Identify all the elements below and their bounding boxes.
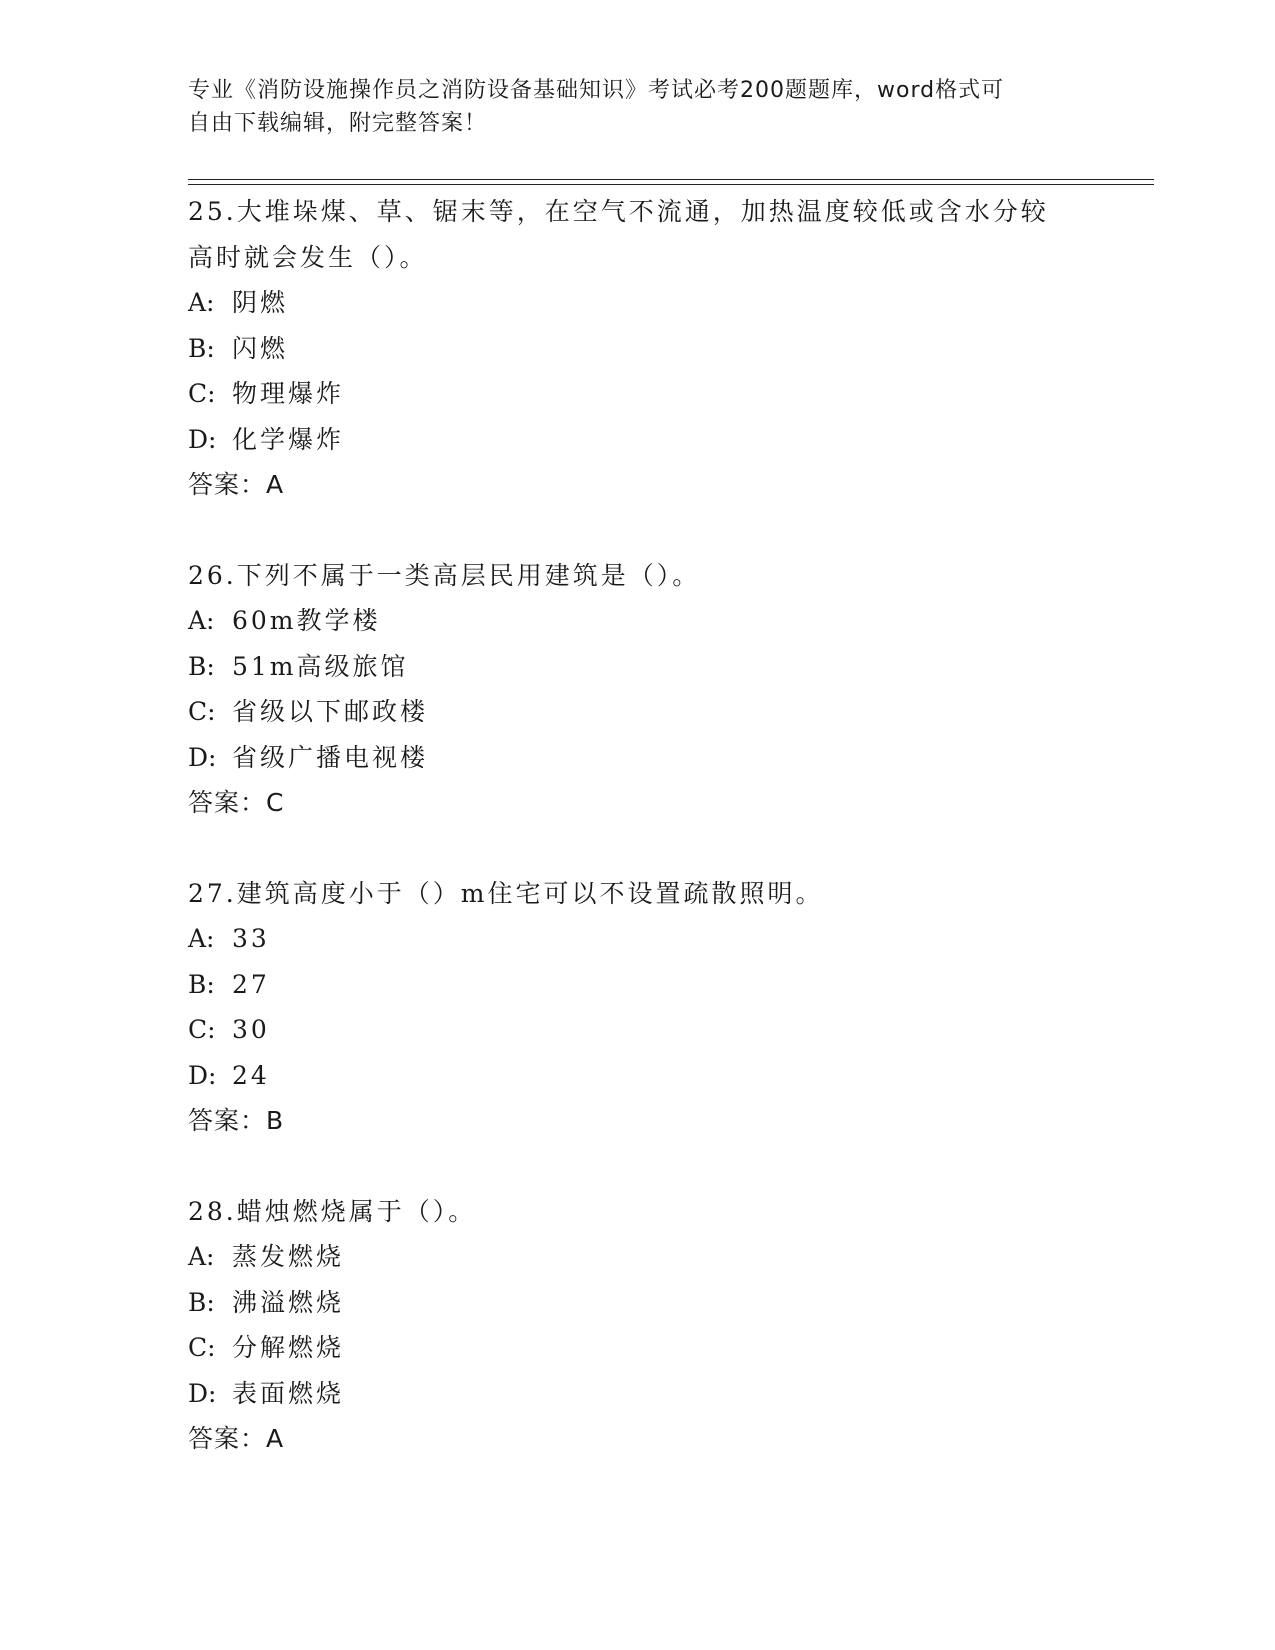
answer-line: 答案：A <box>188 470 285 499</box>
option-text: 蒸发燃烧 <box>232 1242 345 1271</box>
option-a <box>188 280 1088 326</box>
option-a <box>188 916 1088 962</box>
option-text: 60m教学楼 <box>232 606 381 635</box>
question-stem: 25.大堆垛煤、草、锯末等，在空气不流通，加热温度较低或含水分较 <box>188 197 1049 226</box>
option-text: 表面燃烧 <box>232 1378 345 1408</box>
option-text: 化学爆炸 <box>232 424 345 454</box>
question-25 <box>188 189 1088 508</box>
option-d <box>188 735 1088 781</box>
option-text: 阴燃 <box>232 288 289 317</box>
option-text: 24 <box>232 1060 270 1090</box>
option-b <box>188 326 1088 372</box>
option-a <box>188 598 1088 644</box>
header-line-2: 自由下载编辑，附完整答案！ <box>188 111 488 136</box>
option-text: 33 <box>232 924 270 953</box>
option-key: C: <box>188 697 216 726</box>
option-b <box>188 1280 1088 1326</box>
question-27 <box>188 871 1088 1144</box>
option-text: 物理爆炸 <box>232 379 345 408</box>
answer-line: 答案：A <box>188 1424 285 1453</box>
header-divider-top <box>188 179 1154 180</box>
option-c <box>188 1325 1088 1371</box>
option-text: 51m高级旅馆 <box>232 651 409 681</box>
option-key: B: <box>188 333 215 363</box>
option-key: A: <box>188 1242 215 1271</box>
option-key: A: <box>188 606 215 635</box>
question-stem-continued: 高时就会发生（）。 <box>188 242 428 272</box>
option-text: 27 <box>232 969 270 999</box>
option-key: D: <box>188 742 217 772</box>
question-26 <box>188 553 1088 826</box>
option-c <box>188 371 1088 417</box>
option-b <box>188 644 1088 690</box>
option-key: C: <box>188 379 216 408</box>
option-key: A: <box>188 288 215 317</box>
question-stem: 28.蜡烛燃烧属于（）。 <box>188 1196 477 1226</box>
option-text: 闪燃 <box>232 333 289 363</box>
option-key: D: <box>188 1378 217 1408</box>
option-d <box>188 1371 1088 1417</box>
option-key: B: <box>188 1287 215 1317</box>
option-text: 分解燃烧 <box>232 1333 345 1362</box>
option-c <box>188 689 1088 735</box>
header-line-1: 专业《消防设施操作员之消防设备基础知识》考试必考200题题库，word格式可 <box>188 78 1005 103</box>
header-divider-bottom <box>188 184 1154 185</box>
option-key: B: <box>188 651 215 681</box>
question-28 <box>188 1189 1088 1462</box>
option-text: 省级广播电视楼 <box>232 742 429 772</box>
option-key: A: <box>188 924 215 953</box>
answer-line: 答案：B <box>188 1106 285 1135</box>
option-b <box>188 962 1088 1008</box>
option-key: C: <box>188 1015 216 1044</box>
option-text: 沸溢燃烧 <box>232 1287 345 1317</box>
option-c <box>188 1007 1088 1053</box>
question-list <box>188 189 1088 1462</box>
answer-line: 答案：C <box>188 788 285 817</box>
question-stem: 27.建筑高度小于（）m住宅可以不设置疏散照明。 <box>188 878 824 908</box>
option-a <box>188 1234 1088 1280</box>
document-header <box>188 74 1088 140</box>
option-text: 30 <box>232 1015 270 1044</box>
question-stem: 26.下列不属于一类高层民用建筑是（）。 <box>188 560 701 590</box>
option-text: 省级以下邮政楼 <box>232 697 429 726</box>
option-key: B: <box>188 969 215 999</box>
option-key: D: <box>188 1060 217 1090</box>
option-d <box>188 417 1088 463</box>
option-key: C: <box>188 1333 216 1362</box>
option-key: D: <box>188 424 217 454</box>
option-d <box>188 1053 1088 1099</box>
